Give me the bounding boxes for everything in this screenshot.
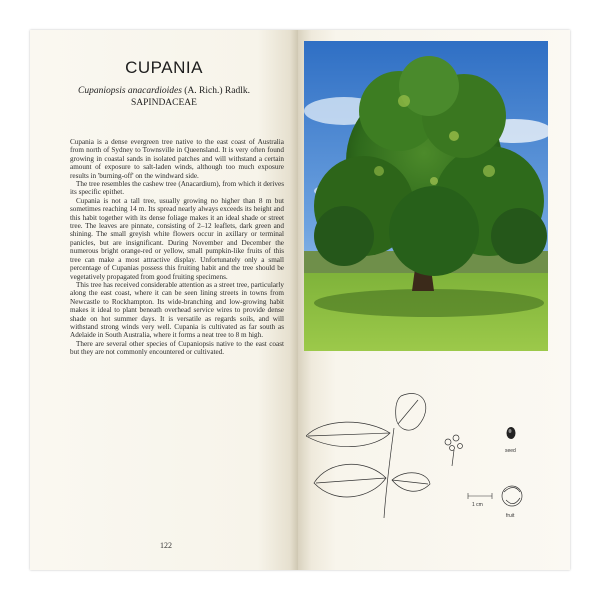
tree-photo-image xyxy=(304,41,548,351)
paragraph: The tree resembles the cashew tree (Anacardium), from which it derives its specific epithet. xyxy=(70,180,284,197)
leaflet-top xyxy=(396,393,426,430)
botanical-illustration xyxy=(306,388,546,523)
seed-drawing xyxy=(507,427,516,439)
botanical-drawing xyxy=(306,388,546,523)
tree-photo xyxy=(304,41,548,351)
page-title: CUPANIA xyxy=(125,58,203,77)
authority: (A. Rich.) Radlk. xyxy=(181,86,250,96)
paragraph: There are several other species of Cupaniopsis native to the east coast but they are not commonly encountered or cultivated. xyxy=(70,339,284,357)
seed-label: seed xyxy=(505,448,516,454)
paragraph: Cupania is not a tall tree, usually growing no higher than 8 m but sometimes reaching 14 m. Its spread nearly always exceeds its height and this habit together with its dense foliage makes it an ideal shade or street tree. The leaves are pinnate, consisting of 2–12 leaflets, dark green and shining. The small greyish white flowers occur in axillary or terminal panicles, but are insignificant. During November and December the numerous bright orange-red or yellow, small pumpkin-like fruits of this tree can make a most attractive display. Unfortunately only a small percentage of Cupanias possess this fruiting habit and the tree should be vegetatively propagated from good fruiting specimens. xyxy=(70,196,284,281)
page-number: 122 xyxy=(160,541,172,550)
scale-label: 1 cm xyxy=(472,502,483,508)
scientific-name: Cupaniopsis anacardioides xyxy=(78,86,182,96)
fruit-label: fruit xyxy=(506,513,515,519)
body-text xyxy=(70,138,284,357)
scientific-name-line xyxy=(30,85,298,97)
species-heading xyxy=(30,85,298,109)
paragraph: This tree has received considerable attention as a street tree, particularly along the east coast, where it can be seen lining streets in towns from Newcastle to Rockhampton. Its wide-branching and low-growing habit makes it ideal to plant beneath overhead service wires to provide dense shade on hot summer days. It is versatile as regards soils, and will withstand strong winds very well. Cupania is cultivated as far south as Adelaide in South Australia, where it forms a neat tree to 8 m high. xyxy=(70,280,284,340)
family-name: SAPINDACEAE xyxy=(131,98,197,108)
paragraph: Cupania is a dense evergreen tree native to the east coast of Australia from north of Sydney to Townsville in Queensland. It is very often found growing in coastal sands in isolated patches and will withstand a certain amount of exposure to salt-laden winds, although too much exposure results in 'burning-off' on the windward side. xyxy=(70,138,284,180)
stem xyxy=(384,428,394,518)
